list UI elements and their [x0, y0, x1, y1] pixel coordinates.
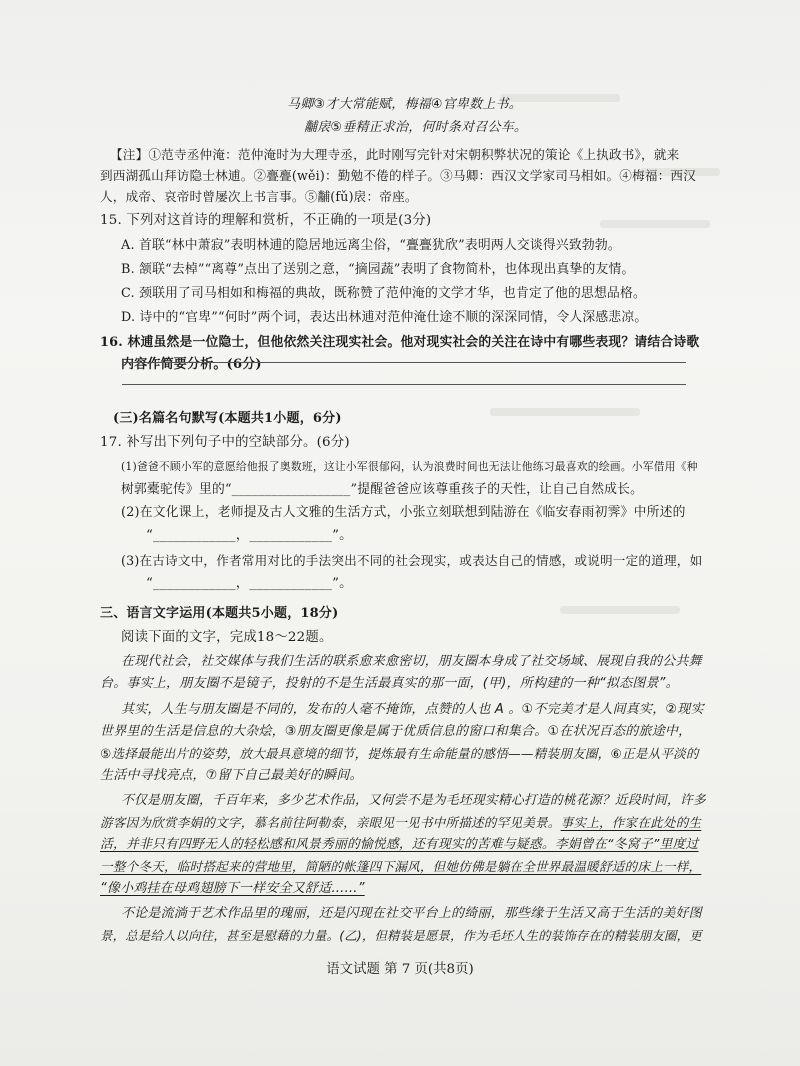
bleed-mark	[490, 408, 640, 416]
passage-line: ⑤选择最能出片的姿势，放大最具意境的细节，提炼最有生命能量的感悟——精装朋友圈，⑥正是从平淡的	[100, 746, 699, 761]
passage-line: 在现代社会，社交媒体与我们生活的联系愈来愈密切，朋友圈本身成了社交场域、展现自我的公共舞	[121, 654, 702, 669]
fill-item-2-blank[interactable]: “____________，____________”。	[146, 528, 353, 543]
poem-line: 黼扆⑤垂精正求治，何时条对召公车。	[304, 120, 528, 135]
option-c: C. 颈联用了司马相如和梅福的典故，既称赞了范仲淹的文学才华，也肯定了他的思想品格。	[121, 286, 646, 301]
page-footer: 语文试题 第 7 页(共8页)	[326, 962, 474, 977]
bleed-mark	[600, 220, 710, 228]
part-title: 三、语言文字运用(本题共5小题，18分)	[100, 606, 339, 621]
fill-item-1: (1)爸爸不顾小军的意愿给他报了奥数班，这让小军很郁闷，认为浪费时间也无法让他练习最喜欢的绘画。小军借用《种	[121, 460, 698, 473]
option-d: D. 诗中的“官卑”“何时”两个词，表达出林逋对范仲淹仕途不顺的深深同情，令人深感悲凉。	[121, 310, 648, 325]
passage-line: 其实，人生与朋友圈是不同的，发布的人毫不掩饰，点赞的人也 A 。①不完美才是人间真实，②现实	[121, 702, 704, 717]
question-16-stem: 16. 林逋虽然是一位隐士，但他依然关注现实社会。他对现实社会的关注在诗中有哪些表现？请结合诗歌	[100, 335, 700, 350]
underlined-passage-line: 一整个冬天，临时搭起来的营地里，简陋的帐篷四下漏风，但她仿佛是躺在全世界最温暖舒适的床上一样，	[100, 859, 702, 874]
passage-line: 景，总是给人以向往，甚至是慰藉的力量。(乙)，但精装是愿景，作为毛坯人生的装饰存在的精装朋友圈，更	[100, 928, 702, 943]
note-line: 人，成帝、哀帝时曾屡次上书言事。⑤黼(fǔ)扆：帝座。	[100, 189, 418, 204]
passage-line: 生活中寻找亮点，⑦留下自己最美好的瞬间。	[100, 768, 363, 783]
passage-line: 不仅是朋友圈，千百年来，多少艺术作品，又何尝不是为毛坯现实精心打造的桃花源？近段时间，许多	[121, 793, 706, 808]
passage-line	[100, 813, 701, 832]
question-16-stem: 内容作简要分析。(6分)	[121, 357, 262, 372]
question-15-stem: 15. 下列对这首诗的理解和赏析，不正确的一项是(3分)	[100, 213, 432, 228]
answer-line[interactable]	[122, 384, 686, 385]
passage-line: 台。事实上，朋友圈不是镜子，投射的不是生活最真实的那一面，(甲)，所构建的一种“拟态图景”。	[100, 676, 679, 691]
underlined-passage-line: “像小鸡挂在母鸡翅膀下一样安全又舒适……”	[100, 881, 365, 896]
note-line: 【注】①范寺丞仲淹：范仲淹时为大理寺丞，此时刚写完针对宋朝积弊状况的策论《上执政书》，就来	[110, 147, 680, 162]
answer-line[interactable]	[122, 362, 686, 363]
passage-line: 世界里的生活是信息的大杂烩，③朋友圈更像是属于优质信息的窗口和集合。①在状况百态的旅途中，	[100, 724, 692, 739]
fill-item-1-blank[interactable]: 树郭橐驼传》里的“__________________”提醒爸爸应该尊重孩子的天性，让自己自然成长。	[121, 482, 644, 497]
section-title: (三)名篇名句默写(本题共1小题，6分)	[113, 411, 342, 426]
option-a: A. 首联“林中萧寂”表明林逋的隐居地远离尘俗，“亹亹犹欣”表明两人交谈得兴致勃勃。	[121, 238, 621, 253]
bleed-mark	[560, 606, 680, 614]
fill-item-3-blank[interactable]: “____________，____________”。	[146, 576, 353, 591]
passage-line: 不论是流淌于艺术作品里的瑰丽，还是闪现在社交平台上的绮丽，那些缘于生活又高于生活的美好图	[121, 906, 702, 921]
underlined-passage-line: 活，并非只有四野无人的轻松感和风景秀丽的愉悦感，还有现实的苦难与疑惑。李娟曾在“冬窝子”里度过	[100, 837, 699, 852]
question-17-stem: 17. 补写出下列句子中的空缺部分。(6分)	[100, 435, 350, 450]
reading-instruction: 阅读下面的文字，完成18～22题。	[121, 630, 333, 645]
fill-item-3: (3)在古诗文中，作者常用对比的手法突出不同的社会现实，或表达自己的情感，或说明一定的道理，如	[121, 553, 703, 568]
note-line: 到西湖孤山拜访隐士林逋。②亹亹(wěi)：勤勉不倦的样子。③马卿：西汉文学家司马相如。④梅福：西汉	[100, 168, 697, 183]
poem-line: 马卿③才大常能赋，梅福④官卑数上书。	[287, 97, 522, 112]
passage-text: 游客因为欣赏李娟的文字，慕名前往阿勒泰，亲眼见一见书中所描述的罕见美景。	[100, 815, 561, 830]
fill-item-2: (2)在文化课上，老师提及古人文雅的生活方式，小张立刻联想到陆游在《临安春雨初霁》中所述的	[121, 505, 686, 520]
option-b: B. 颔联“去棹”“离尊”点出了送别之意，“摘园蔬”表明了食物简朴，也体现出真挚的友情。	[121, 262, 635, 277]
underlined-text: 事实上，作家在此处的生	[560, 815, 702, 830]
